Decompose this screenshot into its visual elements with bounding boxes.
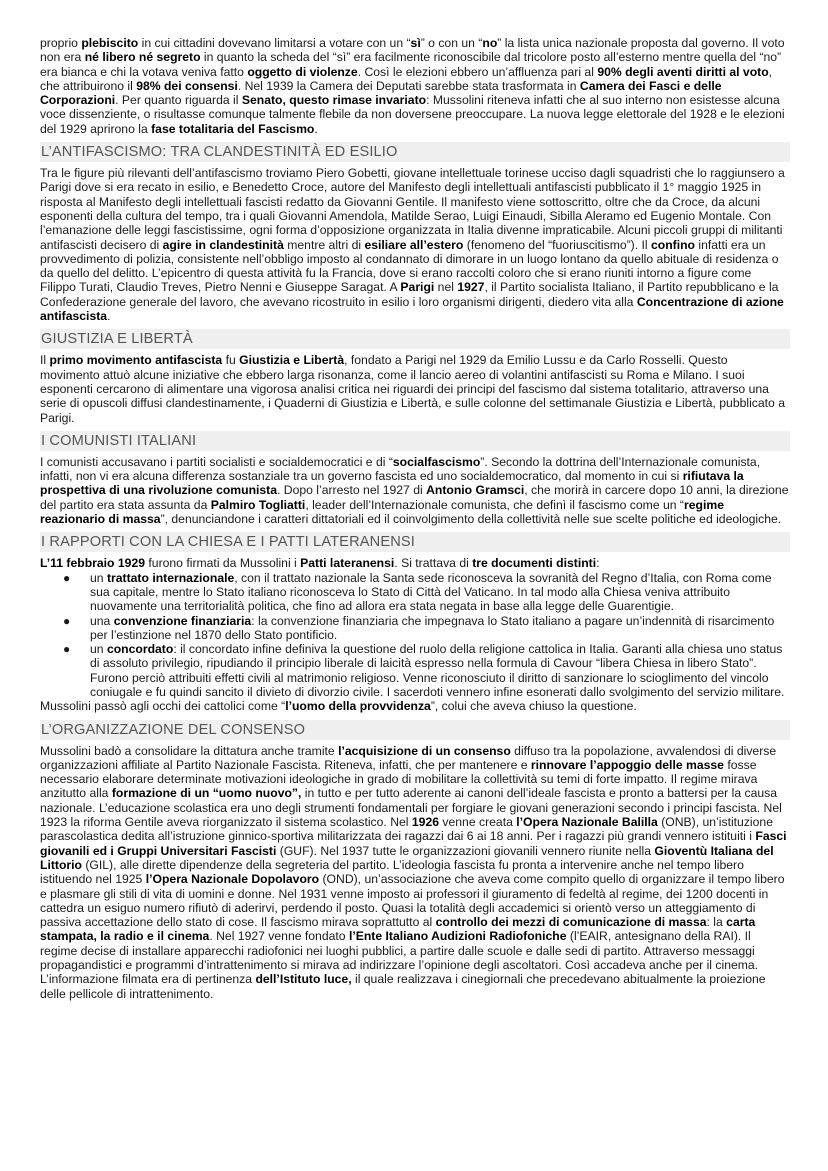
giustizia-paragraph bbox=[40, 353, 790, 424]
bold-text: confino bbox=[651, 237, 696, 252]
bold-text: 1926 bbox=[411, 815, 440, 830]
bold-text: Camera dei Fasci e delle Corporazioni bbox=[40, 78, 722, 108]
text-run: (fenomeno del “fuoriuscitismo”). Il bbox=[463, 237, 651, 252]
text-run: fu bbox=[222, 353, 240, 368]
list-item bbox=[63, 613, 790, 643]
text-run: diffuso tra la popolazione, avvalendosi di diverse organizzazioni affiliate al Partito Nazionale Fascista. Riteneva, infatti, che per mantenere e bbox=[40, 743, 777, 772]
bold-text: 90% degli aventi diritti al voto bbox=[597, 64, 769, 79]
bold-text: Gioventù Italiana del Littorio bbox=[40, 843, 774, 872]
section-heading-chiesa: I RAPPORTI CON LA CHIESA E I PATTI LATERANENSI bbox=[40, 532, 790, 552]
bold-text: 98% dei consensi bbox=[136, 78, 238, 93]
text-run: ”, denunciandone i caratteri dittatoriali ed il coinvolgimento della collettività nelle sue scelte politiche ed ideologiche. bbox=[160, 512, 782, 527]
bold-text: Senato, questo rimase invariato bbox=[241, 93, 427, 108]
list-item-text bbox=[90, 614, 774, 642]
bold-text: controllo dei mezzi di comunicazione di massa bbox=[435, 915, 707, 930]
text-run: ”, colui che aveva chiuso la questione. bbox=[430, 699, 637, 714]
list-item bbox=[63, 642, 790, 699]
comunisti-paragraph bbox=[40, 455, 790, 526]
bold-text: fase totalitaria del Fascismo bbox=[151, 121, 315, 136]
text-run: (l’EAIR, antesignano della RAI). Il regime decise di installare apparecchi radiofonici nei luoghi pubblici, a partire dalle scuole e dalle sedi di partito. Attraverso messaggi propagandistici e programmi d’intrattenimento si mirava ad indirizzare l’opinione degli ascoltatori. Così accadeva anche per il cinema. L’informazione filmata era di pertinenza bbox=[40, 929, 759, 987]
section-heading-comunisti: I COMUNISTI ITALIANI bbox=[40, 431, 790, 451]
bold-text: 1927 bbox=[457, 280, 485, 295]
text-run: . Nel 1927 venne fondato bbox=[209, 929, 349, 944]
text-run: , fondato a Parigi nel 1929 da Emilio Lussu e da Carlo Rosselli. Questo movimento attuò alcune iniziative che ebbero larga risonanza, come il lancio aereo di volantini antifascisti su Roma e Milano. I suoi esponenti cercarono di alimentare una vigorosa analisi critica nei riguardi dei principi del fascismo dal sistema totalitario, attraverso una serie di opuscoli diffusi clandestinamente, i Quaderni di Giustizia e Libertà, e sulle colonne del settimanale Giustizia e Libertà, pubblicato a Parigi. bbox=[40, 353, 785, 425]
text-run: Il bbox=[40, 353, 50, 368]
text-run: in quanto la scheda del “sì” era facilmente riconoscibile dal tricolore posto all’esterno mentre quella del “no” era bianca e chi la votava veniva fatto bbox=[40, 50, 782, 79]
bold-text: trattato internazionale bbox=[106, 570, 235, 585]
bold-text: Concentrazione di azione antifascista bbox=[40, 294, 784, 324]
text-run: . Dopo l’arresto nel 1927 di bbox=[277, 483, 427, 498]
text-run: , il Partito socialista Italiano, il Partito repubblicano e la Confederazione generale del lavoro, che avevano ricostruito in esilio i loro organismi dirigenti, diedero vita alla bbox=[40, 280, 779, 309]
bullet-icon: ● bbox=[63, 642, 71, 657]
bold-text: sì bbox=[410, 36, 421, 50]
text-run: I comunisti accusavano i partiti socialisti e socialdemocratici e di “ bbox=[40, 454, 393, 469]
text-run: : bbox=[596, 556, 600, 571]
text-run: . bbox=[107, 309, 111, 324]
text-run: . Nel 1939 la Camera dei Deputati sarebbe stata trasformata in bbox=[237, 78, 580, 93]
bold-text: dell’Istituto luce, bbox=[255, 972, 352, 987]
text-run: : la bbox=[706, 915, 727, 930]
text-run: (ONB), un’istituzione parascolastica dedita all’istruzione ginnico-sportiva militarizzata dei ragazzi dai 6 ai 18 anni. Per i ragazzi più grandi vennero istituiti i bbox=[40, 815, 773, 844]
section-heading-consenso: L’ORGANIZZAZIONE DEL CONSENSO bbox=[40, 720, 790, 740]
text-run: (GIL), alle dirette dipendenze della segreteria del partito. L’ideologia fascista fu pronta a intervenire anche nel tempo libero istituendo nel 1925 bbox=[40, 857, 744, 887]
bold-text: L’11 febbraio 1929 bbox=[40, 556, 146, 571]
text-run: Mussolini passò agli occhi dei cattolici come “ bbox=[40, 699, 286, 714]
bold-text: agire in clandestinità bbox=[162, 237, 284, 252]
bold-text: no bbox=[482, 36, 498, 50]
bold-text: l’acquisizione di un consenso bbox=[338, 743, 511, 758]
text-run: un bbox=[90, 570, 107, 585]
bold-text: plebiscito bbox=[81, 36, 139, 50]
bold-text: Palmiro Togliatti bbox=[210, 497, 306, 512]
text-run: mentre altri di bbox=[283, 237, 365, 252]
bold-text: oggetto di violenze bbox=[247, 64, 358, 79]
consenso-paragraph bbox=[40, 744, 790, 1001]
bold-text: né libero né segreto bbox=[84, 50, 201, 65]
section-heading-antifascismo: L’ANTIFASCISMO: TRA CLANDESTINITÀ ED ESILIO bbox=[40, 142, 790, 162]
bold-text: esiliare all’estero bbox=[364, 237, 464, 252]
text-run: . Si trattava di bbox=[394, 556, 473, 571]
text-run: Mussolini badò a consolidare la dittatura anche tramite bbox=[40, 743, 339, 758]
bold-text: rifiutava la prospettiva di una rivoluzione comunista bbox=[40, 469, 744, 498]
list-item bbox=[63, 570, 790, 614]
text-run: ”. Secondo la dottrina dell’Internazionale comunista, infatti, non vi era alcuna differenza sostanziale tra un governo fascista ed uno socialdemocratico, dal momento in cui si bbox=[40, 454, 761, 484]
text-run: (GUF). Nel 1937 tutte le organizzazioni giovanili vennero riunite nella bbox=[276, 843, 655, 858]
bold-text: l’Opera Nazionale Balilla bbox=[516, 815, 658, 830]
bullet-icon: ● bbox=[63, 570, 71, 585]
text-run: nel bbox=[434, 280, 458, 295]
text-run: proprio bbox=[40, 36, 82, 50]
text-run: : il concordato infine definiva la questione del ruolo della religione cattolica in Italia. Garanti alla chiesa uno status di assoluto privilegio, ripudiando il principio liberale di laicità espresso nella formula di Cavour “libera Chiesa in libero Stato”. Furono perciò attribuiti effetti civili al matrimonio religioso. Venne riconosciuto il diritto di sanzionare lo scioglimento del vincolo coniugale e fu quindi sancito il divieto di divorzio civile. I sacerdoti vennero infine esonerati dallo svolgimento del servizio militare. bbox=[90, 642, 785, 699]
text-run: , che morirà in carcere dopo 10 anni, la direzione del partito era stata assunta da bbox=[40, 483, 789, 512]
text-run: furono firmati da Mussolini i bbox=[145, 556, 301, 571]
chiesa-closing-paragraph bbox=[40, 699, 790, 713]
bold-text: Parigi bbox=[400, 280, 435, 295]
text-run: fosse necessario elaborare determinate motivazioni ideologiche in grado di mobilitare la collettività su temi di forte impatto. Il regime mirava anzitutto alla bbox=[40, 757, 758, 801]
bullet-icon: ● bbox=[63, 613, 71, 628]
bold-text: l’Ente Italiano Audizioni Radiofoniche bbox=[348, 929, 567, 944]
text-run: : la convenzione finanziaria che impegnava lo Stato italiano a pagare un’indennità di risarcimento per l’estinzione nel 1870 dello Stato pontificio. bbox=[90, 613, 775, 642]
bold-text: concordato bbox=[106, 642, 174, 657]
bold-text: l’uomo della provvidenza bbox=[285, 699, 431, 714]
bold-text: Fasci giovanili ed i Gruppi Universitari Fascisti bbox=[40, 829, 787, 858]
bold-text: l’Opera Nazionale Dopolavoro bbox=[145, 872, 320, 887]
patti-list bbox=[40, 571, 790, 700]
bold-text: carta stampata, la radio e il cinema bbox=[40, 915, 756, 944]
section-heading-giustizia: GIUSTIZIA E LIBERTÀ bbox=[40, 329, 790, 349]
bold-text: Giustizia e Libertà bbox=[239, 353, 345, 368]
bold-text: Antonio Gramsci bbox=[426, 483, 525, 498]
bold-text: Patti lateranensi bbox=[300, 556, 395, 571]
text-run: . Per quanto riguarda il bbox=[115, 93, 242, 108]
chiesa-paragraph bbox=[40, 556, 790, 570]
text-run: una bbox=[90, 613, 114, 628]
bold-text: formazione di un “uomo nuovo”, bbox=[111, 786, 302, 801]
text-run: infatti era un provvedimento di polizia, consistente nell’obbligo imposto al condannato di dimorare in un luogo lontano da quello abituale di residenza o da quello del delitto. L’epicentro di questa attività fu la Francia, dove si erano raccolti coloro che si erano riuniti intorno a figure come Filippo Turati, Claudio Treves, Pietro Nenni e Giuseppe Saragat. A bbox=[40, 237, 779, 295]
bold-text: tre documenti distinti bbox=[472, 556, 597, 571]
text-run: , con il trattato nazionale la Santa sede riconosceva la sovranità del Regno d’Italia, con Roma come sua capitale, mentre lo Stato italiano riconosceva lo Stato di Città del Vaticano. In tal modo alla Chiesa veniva attribuito nuovamente una territorialità politica, che fino ad allora era stata negata in base alla legge delle Guarentigie. bbox=[90, 570, 772, 614]
antifascismo-paragraph bbox=[40, 166, 790, 323]
list-item-text bbox=[90, 642, 784, 699]
bold-text: rinnovare l’appoggio delle masse bbox=[530, 757, 724, 772]
list-item-text bbox=[90, 571, 772, 614]
text-run: (OND), un’associazione che aveva come compito quello di organizzare il tempo libero e plasmare gli stili di vita di uomini e donne. Nel 1931 venne imposto ai professori il giuramento di fedeltà al regime, dei 1200 docenti in cattedra un esiguo numero rifiutò di aderirvi, perdendo il posto. Quasi la totalità degli accademici si orientò verso un atteggiamento di passiva accettazione dello stato di cose. Il fascismo mirava soprattutto al bbox=[40, 872, 785, 930]
intro-paragraph bbox=[40, 36, 790, 136]
bold-text: socialfascismo bbox=[392, 454, 481, 469]
text-run: , leader dell’Internazionale comunista, che definì il fascismo come un “ bbox=[305, 497, 684, 512]
text-run: ” la lista unica nazionale proposta dal governo. Il voto non era bbox=[40, 36, 785, 65]
text-run: in tutto e per tutto aderente ai canoni dell’ideale fascista e pronto a battersi per la causa nazionale. L’educazione scolastica era uno degli strumenti fondamentali per forgiare le giovani generazioni secondo i principi fascista. Nel 1923 la riforma Gentile aveva riorganizzato il sistema scolastico. Nel bbox=[40, 786, 782, 830]
bold-text: primo movimento antifascista bbox=[49, 353, 223, 368]
text-run: : Mussolini riteneva infatti che al suo interno non esistesse alcuna voce dissenziente, o risultasse comunque talmente flebile da non doversene preoccupare. La nuova legge elettorale del 1928 e le elezioni del 1929 aprirono la bbox=[40, 93, 785, 136]
text-run: il quale realizzava i cinegiornali che precedevano abitualmente la proiezione delle pellicole di intrattenimento. bbox=[40, 972, 766, 1001]
text-run: , che attribuirono il bbox=[40, 64, 773, 93]
bold-text: regime reazionario di massa bbox=[40, 497, 724, 527]
text-run: venne creata bbox=[439, 815, 517, 830]
text-run: . bbox=[314, 121, 318, 136]
text-run: ” o con un “ bbox=[420, 36, 483, 50]
text-run: in cui cittadini dovevano limitarsi a votare con un “ bbox=[138, 36, 411, 50]
text-run: . Così le elezioni ebbero un’affluenza pari al bbox=[357, 64, 598, 79]
text-run: un bbox=[90, 642, 107, 657]
bold-text: convenzione finanziaria bbox=[113, 613, 252, 628]
text-run: Tra le figure più rilevanti dell’antifascismo troviamo Piero Gobetti, giovane intellettuale torinese ucciso dagli squadristi che lo raggiunsero a Parigi dove si era recato in esilio, e Benedetto Croce, autore del Manifesto degli intellettuali antifascisti pubblicato il 1° maggio 1925 in risposta al Manifesto degli intellettuali fascisti redatto da Giovanni Gentile. Il manifesto viene sottoscritto, oltre che da Croce, da alcuni esponenti della cultura del tempo, tra i quali Giovanni Amendola, Matilde Serao, Luigi Einaudi, Sibilla Aleramo ed Eugenio Montale. Con l’emanazione delle leggi fascistissime, ogni forma d’opposizione organizzata in Italia divenne impraticabile. Alcuni piccoli gruppi di militanti antifascisti decisero di bbox=[40, 166, 785, 252]
